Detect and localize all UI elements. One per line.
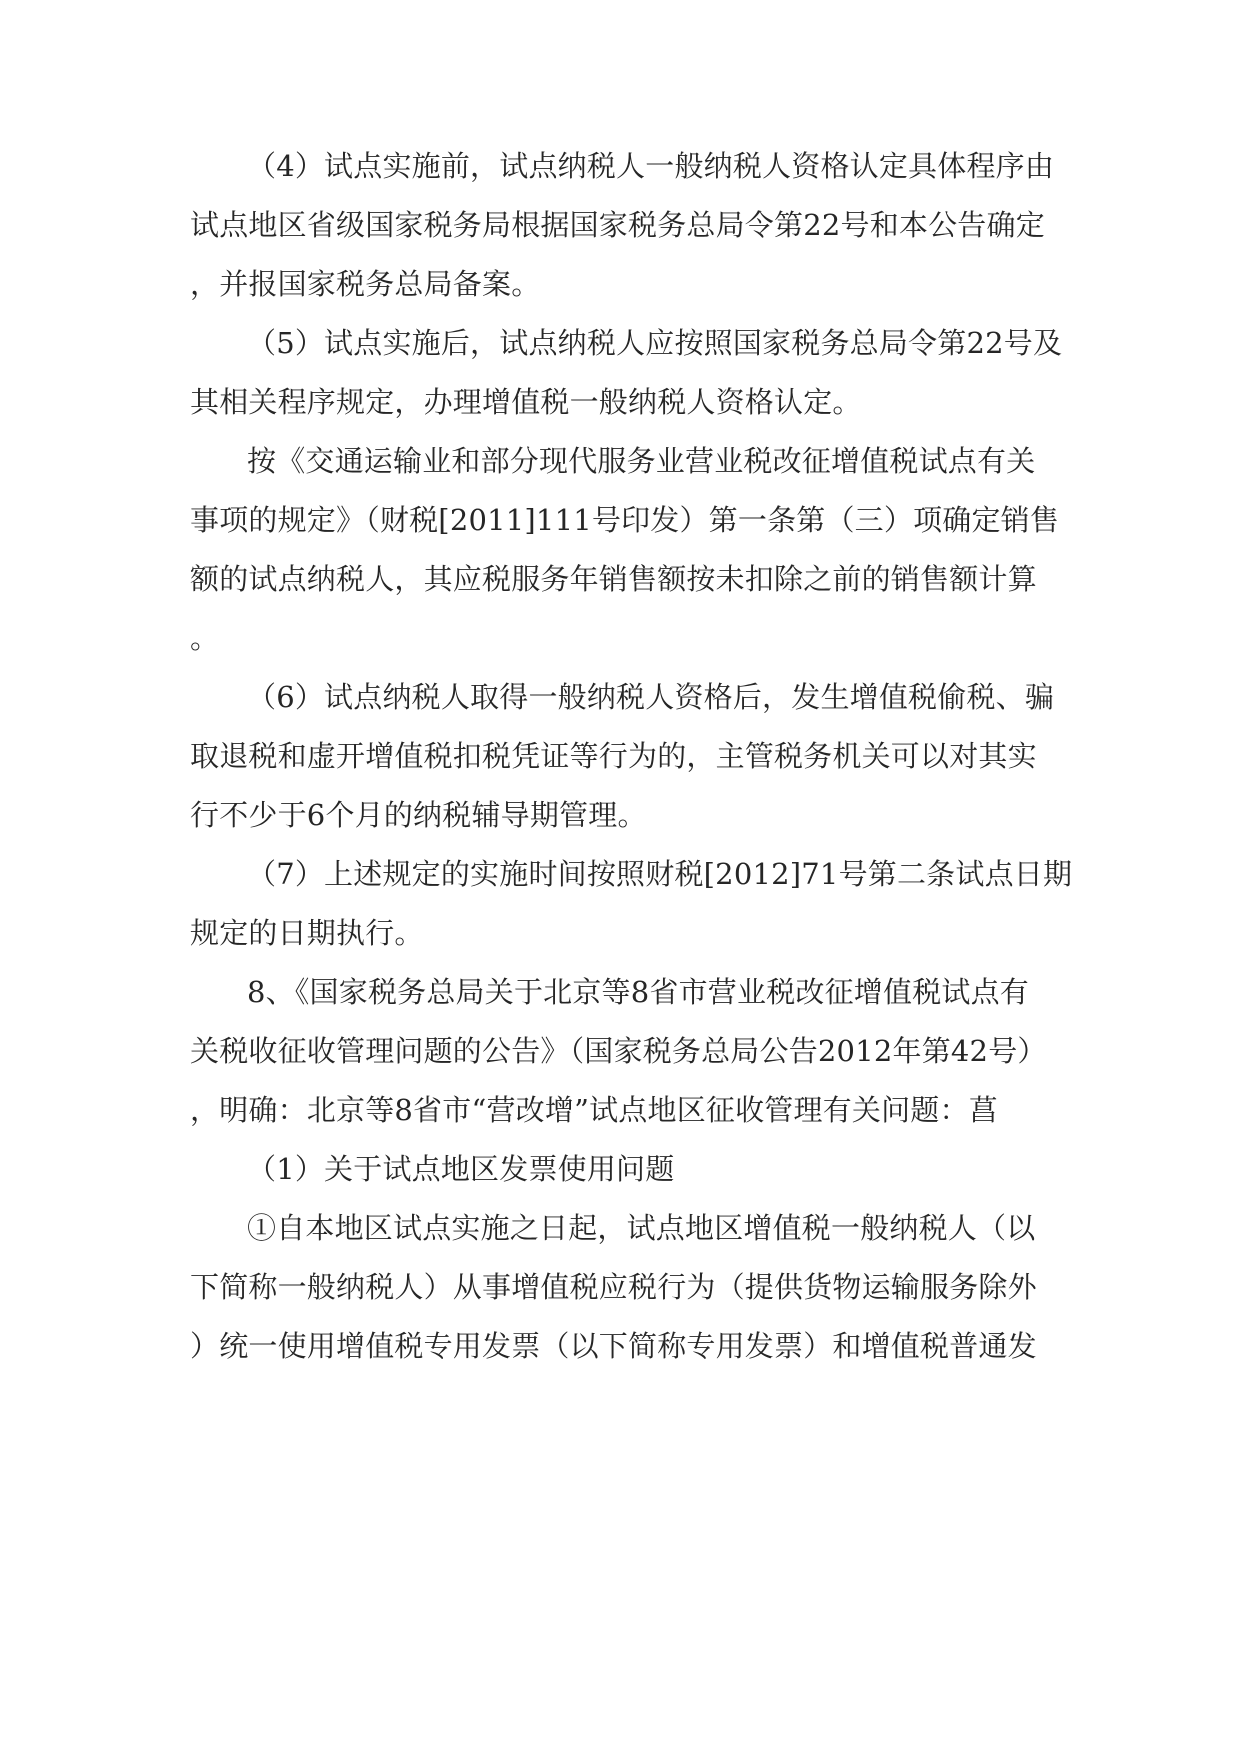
paragraph-line: ，并报国家税务总局备案。	[190, 267, 541, 301]
paragraph-line: （5）试点实施后，试点纳税人应按照国家税务总局令第22号及	[247, 326, 1063, 360]
paragraph-line: （1）关于试点地区发票使用问题	[247, 1152, 675, 1186]
paragraph-line: ①自本地区试点实施之日起，试点地区增值税一般纳税人（以	[247, 1211, 1036, 1245]
paragraph-line: 事项的规定》（财税[2011]111号印发）第一条第（三）项确定销售	[190, 503, 1060, 537]
paragraph-line: 关税收征收管理问题的公告》（国家税务总局公告2012年第42号）	[190, 1034, 1047, 1068]
paragraph-line: 8、《国家税务总局关于北京等8省市营业税改征增值税试点有	[247, 975, 1030, 1009]
paragraph-line: 试点地区省级国家税务局根据国家税务总局令第22号和本公告确定	[190, 208, 1045, 242]
paragraph-line: （7）上述规定的实施时间按照财税[2012]71号第二条试点日期	[247, 857, 1073, 891]
paragraph-line: ）统一使用增值税专用发票（以下简称专用发票）和增值税普通发	[190, 1329, 1037, 1363]
paragraph-line: ，明确：北京等8省市“营改增”试点地区征收管理有关问题：菖	[190, 1093, 998, 1127]
paragraph-line: 额的试点纳税人，其应税服务年销售额按未扣除之前的销售额计算	[190, 562, 1037, 596]
paragraph-line: （4）试点实施前，试点纳税人一般纳税人资格认定具体程序由	[247, 149, 1055, 183]
paragraph-line: 下简称一般纳税人）从事增值税应税行为（提供货物运输服务除外	[190, 1270, 1037, 1304]
paragraph-line: （6）试点纳税人取得一般纳税人资格后，发生增值税偷税、骗	[247, 680, 1055, 714]
paragraph-line: 按《交通运输业和部分现代服务业营业税改征增值税试点有关	[247, 444, 1036, 478]
paragraph-line: 规定的日期执行。	[190, 916, 424, 950]
paragraph-line: 其相关程序规定，办理增值税一般纳税人资格认定。	[190, 385, 862, 419]
paragraph-line: 取退税和虚开增值税扣税凭证等行为的，主管税务机关可以对其实	[190, 739, 1037, 773]
paragraph-line: 。	[190, 621, 220, 655]
paragraph-line: 行不少于6个月的纳税辅导期管理。	[190, 798, 647, 832]
